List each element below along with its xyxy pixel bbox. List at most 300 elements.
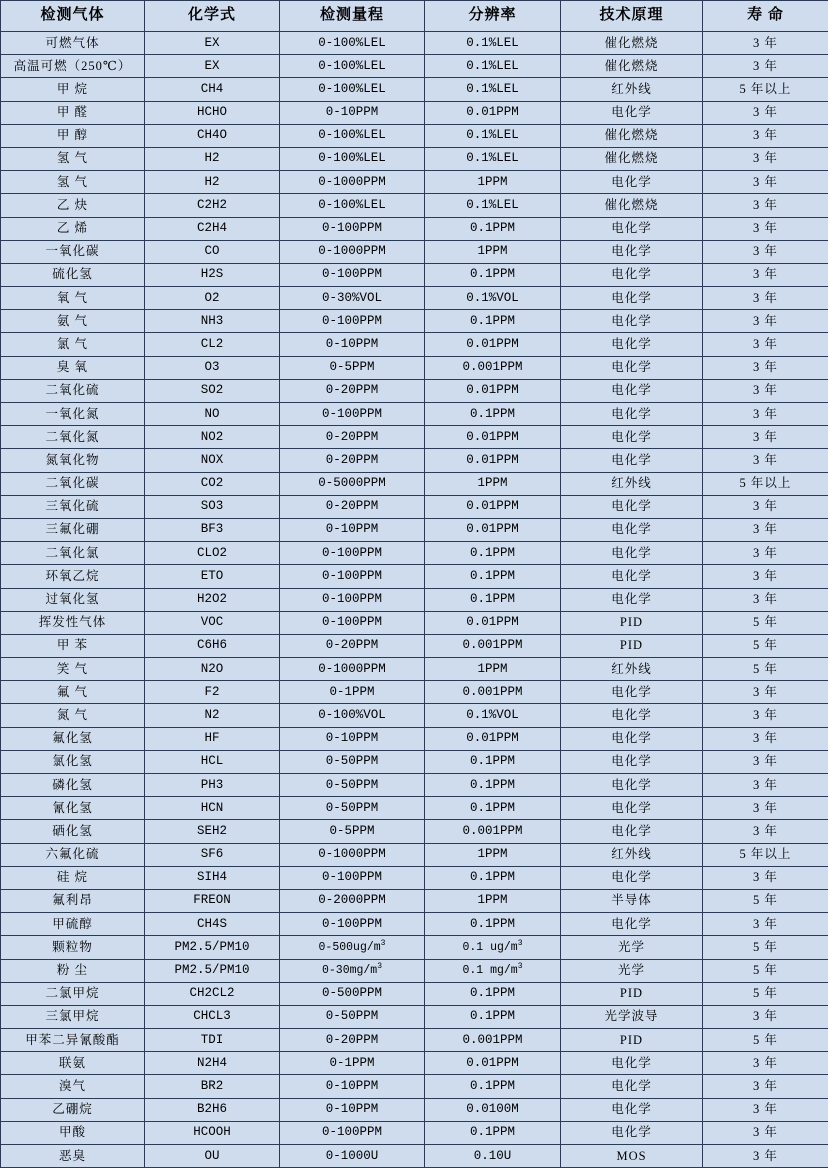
- cell-formula: CO2: [145, 472, 280, 495]
- cell-formula: SIH4: [145, 866, 280, 889]
- cell-range: 0-5PPM: [280, 356, 425, 379]
- cell-range: 0-5PPM: [280, 820, 425, 843]
- table-row: [1, 1005, 828, 1028]
- cell-resolution: 1PPM: [425, 889, 561, 912]
- cell-formula: H2: [145, 147, 280, 170]
- cell-formula: CLO2: [145, 542, 280, 565]
- cell-technology: 电化学: [561, 750, 703, 773]
- cell-range: 0-30%VOL: [280, 287, 425, 310]
- cell-lifetime: 3 年: [703, 194, 828, 217]
- cell-technology: 电化学: [561, 356, 703, 379]
- cell-technology: PID: [561, 1029, 703, 1052]
- cell-gas-name: 乙硼烷: [1, 1098, 145, 1121]
- cell-lifetime: 3 年: [703, 147, 828, 170]
- cell-range: 0-100%LEL: [280, 147, 425, 170]
- cell-technology: 电化学: [561, 495, 703, 518]
- cell-range: 0-10PPM: [280, 518, 425, 541]
- cell-lifetime: 5 年: [703, 611, 828, 634]
- cell-resolution: 0.001PPM: [425, 1029, 561, 1052]
- cell-gas-name: 磷化氢: [1, 774, 145, 797]
- cell-range: 0-1000PPM: [280, 240, 425, 263]
- cell-gas-name: 氯 气: [1, 333, 145, 356]
- cell-formula: CH4: [145, 78, 280, 101]
- cell-resolution: 0.10U: [425, 1145, 561, 1168]
- table-row: [1, 32, 828, 55]
- cell-lifetime: 3 年: [703, 101, 828, 124]
- cell-resolution: 0.01PPM: [425, 495, 561, 518]
- cell-lifetime: 5 年: [703, 936, 828, 959]
- cell-formula: PM2.5/PM10: [145, 959, 280, 982]
- cell-resolution: 0.1%LEL: [425, 124, 561, 147]
- cell-resolution: 0.01PPM: [425, 611, 561, 634]
- table-row: [1, 843, 828, 866]
- cell-resolution: 1PPM: [425, 240, 561, 263]
- cell-range: 0-10PPM: [280, 1098, 425, 1121]
- cell-technology: 电化学: [561, 426, 703, 449]
- cell-range: $0-30mg/m^3$: [280, 959, 425, 982]
- table-row: [1, 774, 828, 797]
- cell-resolution: 0.1%LEL: [425, 147, 561, 170]
- table-row: [1, 1098, 828, 1121]
- cell-range: 0-100%LEL: [280, 32, 425, 55]
- cell-resolution: 0.1PPM: [425, 982, 561, 1005]
- cell-technology: 红外线: [561, 843, 703, 866]
- table-row: [1, 403, 828, 426]
- cell-gas-name: 二氧化碳: [1, 472, 145, 495]
- cell-formula: SO2: [145, 379, 280, 402]
- cell-formula: FREON: [145, 889, 280, 912]
- column-header-resolution: 分辨率: [425, 1, 561, 32]
- cell-technology: 半导体: [561, 889, 703, 912]
- cell-formula: TDI: [145, 1029, 280, 1052]
- cell-formula: NH3: [145, 310, 280, 333]
- table-row: [1, 936, 828, 959]
- cell-formula: C2H2: [145, 194, 280, 217]
- cell-formula: HCL: [145, 750, 280, 773]
- cell-range: 0-100%LEL: [280, 124, 425, 147]
- cell-range: 0-1000PPM: [280, 843, 425, 866]
- cell-gas-name: 二氧化氯: [1, 542, 145, 565]
- cell-resolution: 0.1PPM: [425, 310, 561, 333]
- cell-technology: PID: [561, 634, 703, 657]
- table-row: [1, 820, 828, 843]
- cell-resolution: 0.1PPM: [425, 1005, 561, 1028]
- cell-technology: 电化学: [561, 1052, 703, 1075]
- table-row: [1, 565, 828, 588]
- cell-formula: BR2: [145, 1075, 280, 1098]
- cell-gas-name: 甲 烷: [1, 78, 145, 101]
- table-row: [1, 1145, 828, 1168]
- table-row: [1, 217, 828, 240]
- cell-lifetime: 3 年: [703, 727, 828, 750]
- cell-technology: 电化学: [561, 588, 703, 611]
- table-row: [1, 124, 828, 147]
- cell-lifetime: 3 年: [703, 1005, 828, 1028]
- cell-lifetime: 3 年: [703, 1121, 828, 1144]
- table-row: [1, 472, 828, 495]
- cell-resolution: 0.1PPM: [425, 263, 561, 286]
- cell-range: 0-100%LEL: [280, 55, 425, 78]
- cell-gas-name: 二氯甲烷: [1, 982, 145, 1005]
- cell-lifetime: 3 年: [703, 913, 828, 936]
- cell-lifetime: 3 年: [703, 333, 828, 356]
- cell-formula: NOX: [145, 449, 280, 472]
- table-body: [1, 32, 828, 1168]
- table-row: [1, 611, 828, 634]
- cell-resolution: 0.1PPM: [425, 217, 561, 240]
- cell-lifetime: 3 年: [703, 704, 828, 727]
- cell-formula: C2H4: [145, 217, 280, 240]
- cell-resolution: 0.01PPM: [425, 449, 561, 472]
- cell-resolution: 1PPM: [425, 171, 561, 194]
- cell-range: 0-10PPM: [280, 727, 425, 750]
- cell-range: 0-1000PPM: [280, 658, 425, 681]
- cell-resolution: 0.1%LEL: [425, 78, 561, 101]
- cell-lifetime: 3 年: [703, 32, 828, 55]
- cell-technology: 电化学: [561, 797, 703, 820]
- table-row: [1, 750, 828, 773]
- cell-gas-name: 甲苯二异氰酸酯: [1, 1029, 145, 1052]
- cell-resolution: 0.1%LEL: [425, 32, 561, 55]
- cell-technology: 红外线: [561, 658, 703, 681]
- cell-gas-name: 甲 苯: [1, 634, 145, 657]
- cell-lifetime: 3 年: [703, 1145, 828, 1168]
- cell-gas-name: 一氧化碳: [1, 240, 145, 263]
- cell-lifetime: 3 年: [703, 171, 828, 194]
- cell-technology: PID: [561, 611, 703, 634]
- cell-formula: H2O2: [145, 588, 280, 611]
- cell-resolution: 0.1PPM: [425, 542, 561, 565]
- cell-gas-name: 环氧乙烷: [1, 565, 145, 588]
- cell-lifetime: 3 年: [703, 263, 828, 286]
- cell-technology: PID: [561, 982, 703, 1005]
- cell-resolution: 0.1PPM: [425, 866, 561, 889]
- cell-gas-name: 氮氧化物: [1, 449, 145, 472]
- cell-lifetime: 5 年: [703, 959, 828, 982]
- cell-gas-name: 甲 醛: [1, 101, 145, 124]
- cell-formula: HCN: [145, 797, 280, 820]
- cell-range: 0-10PPM: [280, 333, 425, 356]
- cell-range: 0-50PPM: [280, 750, 425, 773]
- cell-lifetime: 3 年: [703, 287, 828, 310]
- cell-resolution: 1PPM: [425, 658, 561, 681]
- cell-resolution: 0.001PPM: [425, 820, 561, 843]
- cell-lifetime: 5 年: [703, 658, 828, 681]
- cell-gas-name: 甲硫醇: [1, 913, 145, 936]
- cell-gas-name: 氯化氢: [1, 750, 145, 773]
- cell-range: 0-100%VOL: [280, 704, 425, 727]
- cell-formula: CL2: [145, 333, 280, 356]
- cell-range: 0-1000PPM: [280, 171, 425, 194]
- cell-formula: O3: [145, 356, 280, 379]
- table-row: [1, 101, 828, 124]
- column-header-formula: 化学式: [145, 1, 280, 32]
- cell-technology: 光学: [561, 936, 703, 959]
- cell-lifetime: 3 年: [703, 797, 828, 820]
- table-row: [1, 1029, 828, 1052]
- cell-range: 0-100PPM: [280, 403, 425, 426]
- cell-range: 0-100%LEL: [280, 194, 425, 217]
- cell-resolution: 0.1 $ug/m^3$: [425, 936, 561, 959]
- table-row: [1, 959, 828, 982]
- cell-gas-name: 三氯甲烷: [1, 1005, 145, 1028]
- cell-formula: HCHO: [145, 101, 280, 124]
- cell-resolution: 0.1%VOL: [425, 704, 561, 727]
- cell-formula: N2O: [145, 658, 280, 681]
- cell-formula: F2: [145, 681, 280, 704]
- cell-resolution: 0.1PPM: [425, 403, 561, 426]
- table-row: [1, 263, 828, 286]
- cell-formula: SF6: [145, 843, 280, 866]
- cell-formula: CH4S: [145, 913, 280, 936]
- column-header-technology: 技术原理: [561, 1, 703, 32]
- column-header-gas-name: 检测气体: [1, 1, 145, 32]
- cell-gas-name: 氟利昂: [1, 889, 145, 912]
- cell-resolution: 0.01PPM: [425, 727, 561, 750]
- table-header: [1, 1, 828, 32]
- cell-technology: 电化学: [561, 333, 703, 356]
- cell-resolution: 0.1PPM: [425, 913, 561, 936]
- cell-technology: MOS: [561, 1145, 703, 1168]
- cell-technology: 电化学: [561, 565, 703, 588]
- cell-lifetime: 3 年: [703, 681, 828, 704]
- cell-formula: PH3: [145, 774, 280, 797]
- cell-range: 0-1PPM: [280, 1052, 425, 1075]
- cell-formula: H2: [145, 171, 280, 194]
- cell-resolution: 0.1PPM: [425, 1075, 561, 1098]
- cell-gas-name: 氟 气: [1, 681, 145, 704]
- table-row: [1, 681, 828, 704]
- table-row: [1, 866, 828, 889]
- cell-resolution: 0.1PPM: [425, 565, 561, 588]
- cell-formula: PM2.5/PM10: [145, 936, 280, 959]
- cell-technology: 电化学: [561, 240, 703, 263]
- table-row: [1, 55, 828, 78]
- cell-technology: 红外线: [561, 78, 703, 101]
- cell-gas-name: 氮 气: [1, 704, 145, 727]
- cell-range: 0-20PPM: [280, 1029, 425, 1052]
- cell-technology: 电化学: [561, 681, 703, 704]
- cell-resolution: 0.1PPM: [425, 1121, 561, 1144]
- cell-gas-name: 乙 烯: [1, 217, 145, 240]
- cell-technology: 催化燃烧: [561, 32, 703, 55]
- cell-range: 0-100PPM: [280, 866, 425, 889]
- cell-lifetime: 3 年: [703, 55, 828, 78]
- cell-resolution: 0.1PPM: [425, 750, 561, 773]
- cell-resolution: 0.1%LEL: [425, 194, 561, 217]
- table-row: [1, 1121, 828, 1144]
- cell-resolution: 0.1PPM: [425, 588, 561, 611]
- cell-range: 0-20PPM: [280, 495, 425, 518]
- cell-technology: 电化学: [561, 101, 703, 124]
- cell-lifetime: 3 年: [703, 240, 828, 263]
- cell-gas-name: 高温可燃（250℃）: [1, 55, 145, 78]
- cell-gas-name: 二氧化硫: [1, 379, 145, 402]
- table-row: [1, 171, 828, 194]
- cell-formula: O2: [145, 287, 280, 310]
- cell-gas-name: 二氧化氮: [1, 426, 145, 449]
- cell-technology: 电化学: [561, 866, 703, 889]
- table-row: [1, 913, 828, 936]
- cell-technology: 催化燃烧: [561, 55, 703, 78]
- cell-resolution: 0.01PPM: [425, 101, 561, 124]
- cell-range: 0-10PPM: [280, 1075, 425, 1098]
- cell-lifetime: 3 年: [703, 124, 828, 147]
- cell-resolution: 0.01PPM: [425, 379, 561, 402]
- table-row: [1, 495, 828, 518]
- cell-gas-name: 氟化氢: [1, 727, 145, 750]
- cell-lifetime: 3 年: [703, 1098, 828, 1121]
- cell-gas-name: 硒化氢: [1, 820, 145, 843]
- cell-gas-name: 粉 尘: [1, 959, 145, 982]
- cell-resolution: 0.1%VOL: [425, 287, 561, 310]
- cell-range: $0-500ug/m^3$: [280, 936, 425, 959]
- cell-range: 0-100PPM: [280, 1121, 425, 1144]
- cell-technology: 电化学: [561, 171, 703, 194]
- cell-lifetime: 3 年: [703, 774, 828, 797]
- table-row: [1, 147, 828, 170]
- table-row: [1, 78, 828, 101]
- table-row: [1, 518, 828, 541]
- cell-range: 0-100PPM: [280, 310, 425, 333]
- cell-technology: 光学波导: [561, 1005, 703, 1028]
- cell-lifetime: 3 年: [703, 542, 828, 565]
- cell-resolution: 0.001PPM: [425, 356, 561, 379]
- cell-formula: HF: [145, 727, 280, 750]
- cell-resolution: 0.01PPM: [425, 333, 561, 356]
- cell-formula: OU: [145, 1145, 280, 1168]
- cell-lifetime: 3 年: [703, 449, 828, 472]
- cell-technology: 电化学: [561, 1121, 703, 1144]
- table-row: [1, 727, 828, 750]
- column-header-lifetime: 寿 命: [703, 1, 828, 32]
- cell-formula: VOC: [145, 611, 280, 634]
- cell-lifetime: 3 年: [703, 518, 828, 541]
- cell-formula: CH4O: [145, 124, 280, 147]
- cell-gas-name: 联氨: [1, 1052, 145, 1075]
- table-row: [1, 634, 828, 657]
- cell-formula: HCOOH: [145, 1121, 280, 1144]
- cell-formula: NO2: [145, 426, 280, 449]
- cell-range: 0-20PPM: [280, 449, 425, 472]
- cell-formula: CHCL3: [145, 1005, 280, 1028]
- table-row: [1, 797, 828, 820]
- cell-formula: CH2CL2: [145, 982, 280, 1005]
- table-row: [1, 1075, 828, 1098]
- cell-formula: SO3: [145, 495, 280, 518]
- table-header-row: [1, 1, 828, 32]
- cell-range: 0-1000U: [280, 1145, 425, 1168]
- cell-range: 0-50PPM: [280, 774, 425, 797]
- cell-resolution: 0.1PPM: [425, 774, 561, 797]
- cell-technology: 电化学: [561, 774, 703, 797]
- cell-lifetime: 3 年: [703, 379, 828, 402]
- cell-technology: 电化学: [561, 379, 703, 402]
- table-row: [1, 240, 828, 263]
- cell-gas-name: 氢 气: [1, 171, 145, 194]
- cell-technology: 催化燃烧: [561, 147, 703, 170]
- cell-range: 0-100%LEL: [280, 78, 425, 101]
- cell-range: 0-20PPM: [280, 426, 425, 449]
- cell-range: 0-100PPM: [280, 217, 425, 240]
- cell-lifetime: 3 年: [703, 403, 828, 426]
- cell-lifetime: 3 年: [703, 1075, 828, 1098]
- cell-gas-name: 三氟化硼: [1, 518, 145, 541]
- cell-resolution: 0.1%LEL: [425, 55, 561, 78]
- cell-range: 0-100PPM: [280, 588, 425, 611]
- cell-range: 0-5000PPM: [280, 472, 425, 495]
- cell-technology: 光学: [561, 959, 703, 982]
- cell-range: 0-2000PPM: [280, 889, 425, 912]
- cell-technology: 电化学: [561, 704, 703, 727]
- cell-lifetime: 3 年: [703, 750, 828, 773]
- cell-technology: 电化学: [561, 449, 703, 472]
- cell-lifetime: 5 年: [703, 889, 828, 912]
- cell-technology: 电化学: [561, 518, 703, 541]
- cell-formula: H2S: [145, 263, 280, 286]
- table-row: [1, 333, 828, 356]
- cell-technology: 电化学: [561, 542, 703, 565]
- table-row: [1, 287, 828, 310]
- table-row: [1, 982, 828, 1005]
- table-row: [1, 542, 828, 565]
- cell-technology: 电化学: [561, 727, 703, 750]
- column-header-range: 检测量程: [280, 1, 425, 32]
- cell-resolution: 0.1 $mg/m^3$: [425, 959, 561, 982]
- cell-technology: 催化燃烧: [561, 124, 703, 147]
- cell-range: 0-10PPM: [280, 101, 425, 124]
- cell-formula: C6H6: [145, 634, 280, 657]
- cell-technology: 电化学: [561, 287, 703, 310]
- cell-lifetime: 3 年: [703, 310, 828, 333]
- cell-gas-name: 甲酸: [1, 1121, 145, 1144]
- cell-resolution: 0.1PPM: [425, 797, 561, 820]
- table-row: [1, 310, 828, 333]
- table-row: [1, 588, 828, 611]
- table-row: [1, 194, 828, 217]
- cell-lifetime: 3 年: [703, 866, 828, 889]
- cell-gas-name: 三氧化硫: [1, 495, 145, 518]
- table-row: [1, 1052, 828, 1075]
- cell-resolution: 0.01PPM: [425, 426, 561, 449]
- cell-lifetime: 3 年: [703, 426, 828, 449]
- cell-range: 0-20PPM: [280, 379, 425, 402]
- cell-technology: 电化学: [561, 403, 703, 426]
- cell-range: 0-100PPM: [280, 542, 425, 565]
- cell-range: 0-100PPM: [280, 611, 425, 634]
- cell-range: 0-20PPM: [280, 634, 425, 657]
- table-row: [1, 356, 828, 379]
- cell-gas-name: 氧 气: [1, 287, 145, 310]
- cell-technology: 红外线: [561, 472, 703, 495]
- cell-gas-name: 过氧化氢: [1, 588, 145, 611]
- cell-range: 0-50PPM: [280, 1005, 425, 1028]
- cell-resolution: 0.001PPM: [425, 634, 561, 657]
- cell-lifetime: 5 年以上: [703, 843, 828, 866]
- cell-formula: NO: [145, 403, 280, 426]
- cell-lifetime: 3 年: [703, 356, 828, 379]
- cell-gas-name: 颗粒物: [1, 936, 145, 959]
- cell-technology: 电化学: [561, 913, 703, 936]
- cell-range: 0-100PPM: [280, 565, 425, 588]
- table-row: [1, 889, 828, 912]
- table-row: [1, 426, 828, 449]
- cell-range: 0-100PPM: [280, 913, 425, 936]
- cell-technology: 催化燃烧: [561, 194, 703, 217]
- cell-technology: 电化学: [561, 263, 703, 286]
- cell-formula: EX: [145, 55, 280, 78]
- cell-lifetime: 3 年: [703, 820, 828, 843]
